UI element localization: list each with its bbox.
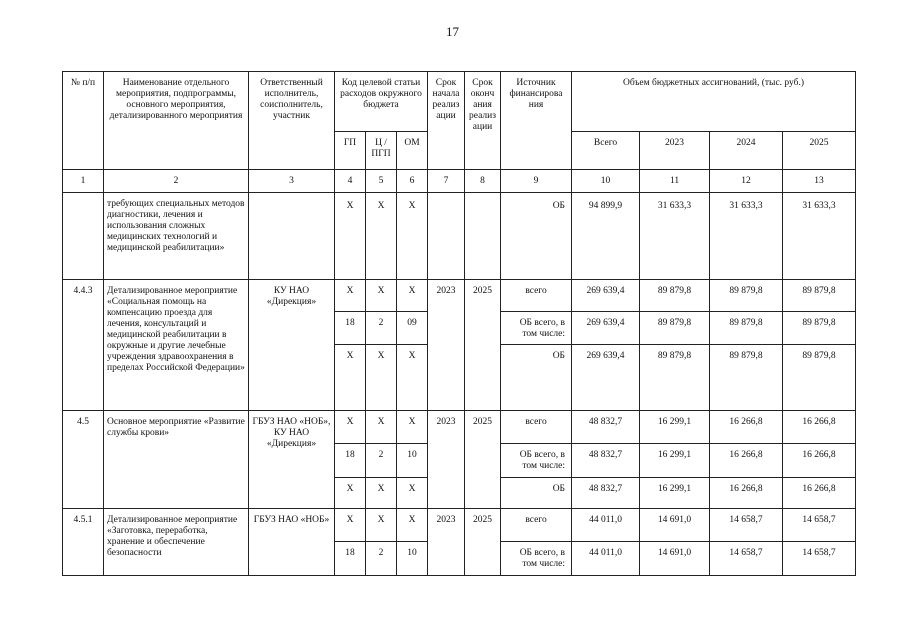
cell-end: 2025 bbox=[465, 509, 501, 576]
cell-gp: Х bbox=[335, 509, 366, 542]
cell-gp: Х bbox=[335, 411, 366, 444]
row-name: Основное мероприятие «Развитие службы крови» bbox=[104, 411, 249, 509]
cell-2023: 89 879,8 bbox=[640, 345, 710, 411]
header-row-1 bbox=[63, 72, 856, 132]
cell-c: Х bbox=[366, 193, 397, 280]
col-number: 10 bbox=[572, 170, 640, 193]
cell-end: 2025 bbox=[465, 280, 501, 411]
cell-total: 44 011,0 bbox=[572, 542, 640, 576]
row-name: требующих специальных методов диагностики, лечения и использования сложных медицинских технологий и медицинской реабилитации» bbox=[104, 193, 249, 280]
col-number: 4 bbox=[335, 170, 366, 193]
cell-2024: 14 658,7 bbox=[710, 509, 783, 542]
cell-2023: 16 299,1 bbox=[640, 411, 710, 444]
cell-om: Х bbox=[397, 411, 428, 444]
row-number: 4.5 bbox=[63, 411, 104, 509]
cell-om: 09 bbox=[397, 312, 428, 345]
cell-2024: 89 879,8 bbox=[710, 345, 783, 411]
cell-c: Х bbox=[366, 280, 397, 312]
cell-om: Х bbox=[397, 280, 428, 312]
cell-total: 48 832,7 bbox=[572, 411, 640, 444]
cell-2025: 89 879,8 bbox=[783, 280, 856, 312]
table-row bbox=[63, 280, 856, 312]
cell-source: всего bbox=[501, 280, 572, 312]
cell-2025: 16 266,8 bbox=[783, 411, 856, 444]
cell-2024: 89 879,8 bbox=[710, 280, 783, 312]
cell-2024: 14 658,7 bbox=[710, 542, 783, 576]
header-name: Наименование отдельного мероприятия, подпрограммы, основного мероприятия, детализированного мероприятия bbox=[104, 72, 249, 170]
cell-2025: 16 266,8 bbox=[783, 478, 856, 509]
header-2024: 2024 bbox=[710, 132, 783, 170]
cell-2023: 31 633,3 bbox=[640, 193, 710, 280]
cell-start: 2023 bbox=[428, 509, 465, 576]
cell-om: 10 bbox=[397, 542, 428, 576]
cell-gp: Х bbox=[335, 478, 366, 509]
col-number: 12 bbox=[710, 170, 783, 193]
row-name: Детализированное мероприятие «Социальная помощь на компенсацию проезда для лечения, консультаций и медицинской реабилитации в окружные и другие лечебные учреждения здравоохранения в пределах Российской Федерации» bbox=[104, 280, 249, 411]
cell-source: ОБ bbox=[501, 193, 572, 280]
cell-2025: 14 658,7 bbox=[783, 509, 856, 542]
header-2023: 2023 bbox=[640, 132, 710, 170]
cell-total: 48 832,7 bbox=[572, 478, 640, 509]
cell-om: Х bbox=[397, 193, 428, 280]
cell-total: 94 899,9 bbox=[572, 193, 640, 280]
cell-source: ОБ всего, в том числе: bbox=[501, 444, 572, 478]
table-row bbox=[63, 411, 856, 444]
col-number: 2 bbox=[104, 170, 249, 193]
cell-gp: Х bbox=[335, 193, 366, 280]
cell-om: Х bbox=[397, 478, 428, 509]
cell-c: Х bbox=[366, 411, 397, 444]
cell-2023: 14 691,0 bbox=[640, 509, 710, 542]
cell-total: 269 639,4 bbox=[572, 345, 640, 411]
cell-2025: 31 633,3 bbox=[783, 193, 856, 280]
col-number: 13 bbox=[783, 170, 856, 193]
header-cpgp: Ц / ПГП bbox=[366, 132, 397, 170]
page-number: 17 bbox=[446, 24, 459, 39]
col-number: 5 bbox=[366, 170, 397, 193]
cell-2025: 16 266,8 bbox=[783, 444, 856, 478]
cell-om: 10 bbox=[397, 444, 428, 478]
header-num: № п/п bbox=[63, 72, 104, 170]
header-gp: ГП bbox=[335, 132, 366, 170]
header-2025: 2025 bbox=[783, 132, 856, 170]
header-code-group: Код целевой статьи расходов окружного бюджета bbox=[335, 72, 428, 132]
cell-2023: 16 299,1 bbox=[640, 444, 710, 478]
header-executor: Ответственный исполнитель, соисполнитель, участник bbox=[249, 72, 335, 170]
cell-c: Х bbox=[366, 478, 397, 509]
cell-gp: Х bbox=[335, 280, 366, 312]
budget-table bbox=[62, 71, 856, 576]
header-source: Источник финансирова ния bbox=[501, 72, 572, 170]
row-executor: КУ НАО «Дирекция» bbox=[249, 280, 335, 411]
cell-c: Х bbox=[366, 509, 397, 542]
cell-total: 44 011,0 bbox=[572, 509, 640, 542]
cell-om: Х bbox=[397, 509, 428, 542]
cell-2023: 14 691,0 bbox=[640, 542, 710, 576]
cell-total: 269 639,4 bbox=[572, 280, 640, 312]
header-om: ОМ bbox=[397, 132, 428, 170]
cell-c: Х bbox=[366, 345, 397, 411]
cell-2025: 14 658,7 bbox=[783, 542, 856, 576]
column-numbers-row bbox=[63, 170, 856, 193]
row-number: 4.5.1 bbox=[63, 509, 104, 576]
header-total: Всего bbox=[572, 132, 640, 170]
cell-2023: 16 299,1 bbox=[640, 478, 710, 509]
cell-2023: 89 879,8 bbox=[640, 312, 710, 345]
header-start: Срок начала реализ ации bbox=[428, 72, 465, 170]
cell-om: Х bbox=[397, 345, 428, 411]
header-budget-group: Объем бюджетных ассигнований, (тыс. руб.) bbox=[572, 72, 856, 132]
row-executor: ГБУЗ НАО «НОБ» bbox=[249, 509, 335, 576]
cell-total: 48 832,7 bbox=[572, 444, 640, 478]
cell-c: 2 bbox=[366, 542, 397, 576]
cell-source: ОБ bbox=[501, 345, 572, 411]
cell-2025: 89 879,8 bbox=[783, 345, 856, 411]
cell-2024: 89 879,8 bbox=[710, 312, 783, 345]
row-name: Детализированное мероприятие «Заготовка, переработка, хранение и обеспечение безопасности bbox=[104, 509, 249, 576]
cell-source: ОБ всего, в том числе: bbox=[501, 542, 572, 576]
cell-source: ОБ bbox=[501, 478, 572, 509]
cell-start: 2023 bbox=[428, 411, 465, 509]
col-number: 3 bbox=[249, 170, 335, 193]
cell-source: всего bbox=[501, 411, 572, 444]
col-number: 11 bbox=[640, 170, 710, 193]
cell-2025: 89 879,8 bbox=[783, 312, 856, 345]
col-number: 7 bbox=[428, 170, 465, 193]
cell-2024: 16 266,8 bbox=[710, 478, 783, 509]
cell-end: 2025 bbox=[465, 411, 501, 509]
cell-source: ОБ всего, в том числе: bbox=[501, 312, 572, 345]
col-number: 8 bbox=[465, 170, 501, 193]
row-number: 4.4.3 bbox=[63, 280, 104, 411]
cell-start: 2023 bbox=[428, 280, 465, 411]
cell-c: 2 bbox=[366, 312, 397, 345]
cell-2023: 89 879,8 bbox=[640, 280, 710, 312]
cell-c: 2 bbox=[366, 444, 397, 478]
cell-gp: Х bbox=[335, 345, 366, 411]
cell-2024: 16 266,8 bbox=[710, 444, 783, 478]
row-executor: ГБУЗ НАО «НОБ», КУ НАО «Дирекция» bbox=[249, 411, 335, 509]
cell-gp: 18 bbox=[335, 312, 366, 345]
cell-2024: 31 633,3 bbox=[710, 193, 783, 280]
header-end: Срок оконч ания реализ ации bbox=[465, 72, 501, 170]
cell-gp: 18 bbox=[335, 444, 366, 478]
col-number: 1 bbox=[63, 170, 104, 193]
col-number: 6 bbox=[397, 170, 428, 193]
table-row bbox=[63, 509, 856, 542]
cell-gp: 18 bbox=[335, 542, 366, 576]
col-number: 9 bbox=[501, 170, 572, 193]
cell-2024: 16 266,8 bbox=[710, 411, 783, 444]
cell-total: 269 639,4 bbox=[572, 312, 640, 345]
table-row bbox=[63, 193, 856, 280]
cell-source: всего bbox=[501, 509, 572, 542]
